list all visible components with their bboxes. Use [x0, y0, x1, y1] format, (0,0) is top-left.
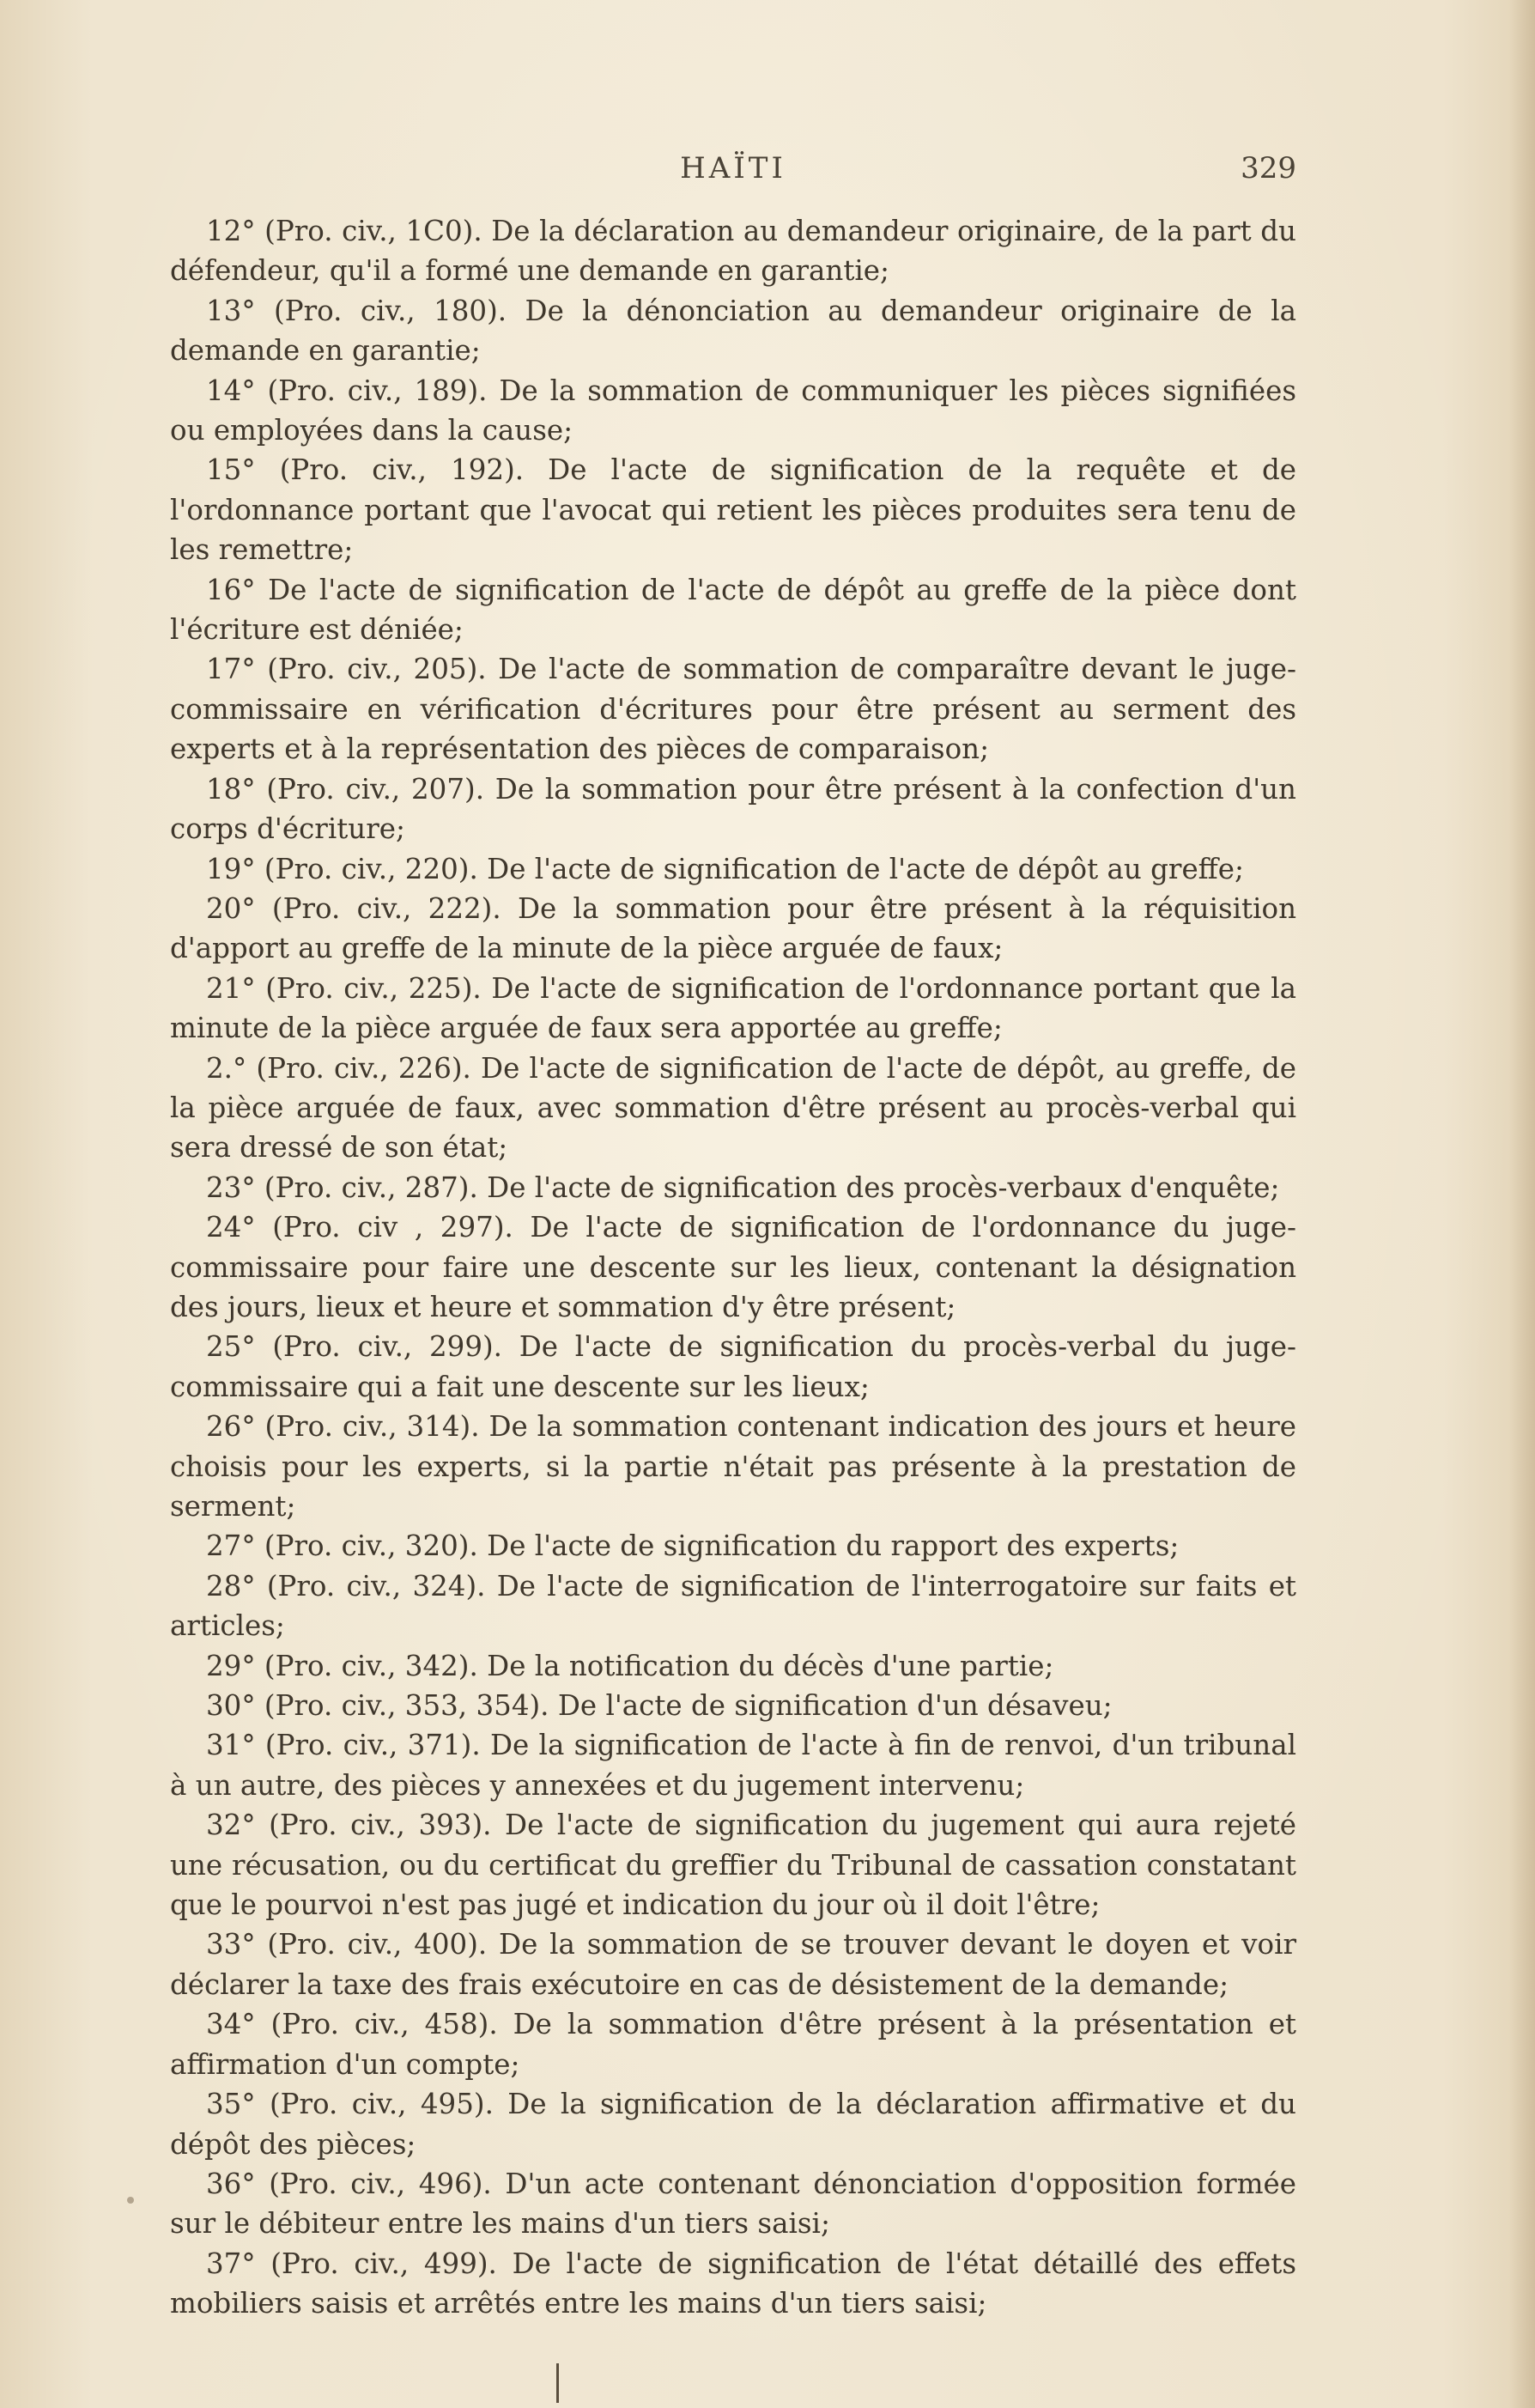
- page-edge-shadow: [1509, 0, 1535, 2408]
- list-entry-21: 21° (Pro. civ., 225). De l'acte de signification de l'ordonnance portant que la minute de la pièce arguée de faux sera apportée au greffe;: [170, 971, 1296, 1045]
- running-title: HAÏTI: [680, 151, 786, 185]
- list-entry-20: 20° (Pro. civ., 222). De la sommation pour être présent à la réquisition d'apport au greffe de la minute de la pièce arguée de faux;: [170, 891, 1296, 965]
- ink-smudge: [127, 2197, 134, 2204]
- list-entry-27: 27° (Pro. civ., 320). De l'acte de signification du rapport des experts;: [206, 1529, 1180, 1563]
- list-entry-32: 32° (Pro. civ., 393). De l'acte de signification du jugement qui aura rejeté une récusation, ou du certificat du greffier du Tribunal de cassation constatant que le pourvoi n'est pas jugé et indication du jour où il doit l'être;: [170, 1809, 1296, 1922]
- list-entry-29: 29° (Pro. civ., 342). De la notification du décès d'une partie;: [206, 1649, 1054, 1682]
- list-entry-16: 16° De l'acte de signification de l'acte de dépôt au greffe de la pièce dont l'écriture est déniée;: [170, 573, 1296, 647]
- list-entry-26: 26° (Pro. civ., 314). De la sommation contenant indication des jours et heure choisis pour les experts, si la partie n'était pas présente à la prestation de serment;: [170, 1410, 1296, 1523]
- list-entry-33: 33° (Pro. civ., 400). De la sommation de se trouver devant le doyen et voir déclarer la taxe des frais exécutoire en cas de désistement de la demande;: [170, 1928, 1296, 2001]
- list-entry-35: 35° (Pro. civ., 495). De la signification de la déclaration affirmative et du dépôt des pièces;: [170, 2088, 1296, 2161]
- list-entry-15: 15° (Pro. civ., 192). De l'acte de signification de la requête et de l'ordonnance portant que l'avocat qui retient les pièces produites sera tenu de les remettre;: [170, 453, 1296, 567]
- list-entry-17: 17° (Pro. civ., 205). De l'acte de sommation de comparaître devant le juge-commissaire en vérification d'écritures pour être présent au serment des experts et à la représentation des pièces de comparaison;: [170, 653, 1296, 766]
- list-entry-28: 28° (Pro. civ., 324). De l'acte de signification de l'interrogatoire sur faits et articles;: [170, 1569, 1296, 1643]
- list-entry-12: 12° (Pro. civ., 1C0). De la déclaration au demandeur originaire, de la part du défendeur, qu'il a formé une demande en garantie;: [170, 215, 1296, 288]
- page-number: 329: [1241, 151, 1296, 185]
- list-entry-34: 34° (Pro. civ., 458). De la sommation d'être présent à la présentation et affirmation d'un compte;: [170, 2008, 1296, 2081]
- list-entry-19: 19° (Pro. civ., 220). De l'acte de signification de l'acte de dépôt au greffe;: [206, 852, 1244, 885]
- list-entry-18: 18° (Pro. civ., 207). De la sommation pour être présent à la confection d'un corps d'écriture;: [170, 772, 1296, 846]
- list-entry-30: 30° (Pro. civ., 353, 354). De l'acte de signification d'un désaveu;: [206, 1689, 1113, 1723]
- body-text: [170, 211, 1296, 2324]
- list-entry-25: 25° (Pro. civ., 299). De l'acte de signification du procès-verbal du juge-commissaire qui a fait une descente sur les lieux;: [170, 1330, 1296, 1403]
- gutter-mark: [556, 2363, 559, 2403]
- list-entry-31: 31° (Pro. civ., 371). De la signification de l'acte à fin de renvoi, d'un tribunal à un autre, des pièces y annexées et du jugement intervenu;: [170, 1729, 1296, 1802]
- list-entry-23: 23° (Pro. civ., 287). De l'acte de signification des procès-verbaux d'enquête;: [206, 1171, 1280, 1204]
- page-header: [170, 151, 1296, 194]
- list-entry-13: 13° (Pro. civ., 180). De la dénonciation au demandeur originaire de la demande en garantie;: [170, 294, 1296, 368]
- list-entry-14: 14° (Pro. civ., 189). De la sommation de communiquer les pièces signifiées ou employées dans la cause;: [170, 374, 1296, 447]
- list-entry-24: 24° (Pro. civ , 297). De l'acte de signification de l'ordonnance du juge-commissaire pour faire une descente sur les lieux, contenant la désignation des jours, lieux et heure et sommation d'y être présent;: [170, 1211, 1296, 1323]
- list-entry-22: 2.° (Pro. civ., 226). De l'acte de signification de l'acte de dépôt, au greffe, de la pièce arguée de faux, avec sommation d'être présent au procès-verbal qui sera dressé de son état;: [170, 1051, 1296, 1164]
- list-entry-36: 36° (Pro. civ., 496). D'un acte contenant dénonciation d'opposition formée sur le débiteur entre les mains d'un tiers saisi;: [170, 2167, 1296, 2241]
- list-entry-37: 37° (Pro. civ., 499). De l'acte de signification de l'état détaillé des effets mobiliers saisis et arrêtés entre les mains d'un tiers saisi;: [170, 2247, 1296, 2320]
